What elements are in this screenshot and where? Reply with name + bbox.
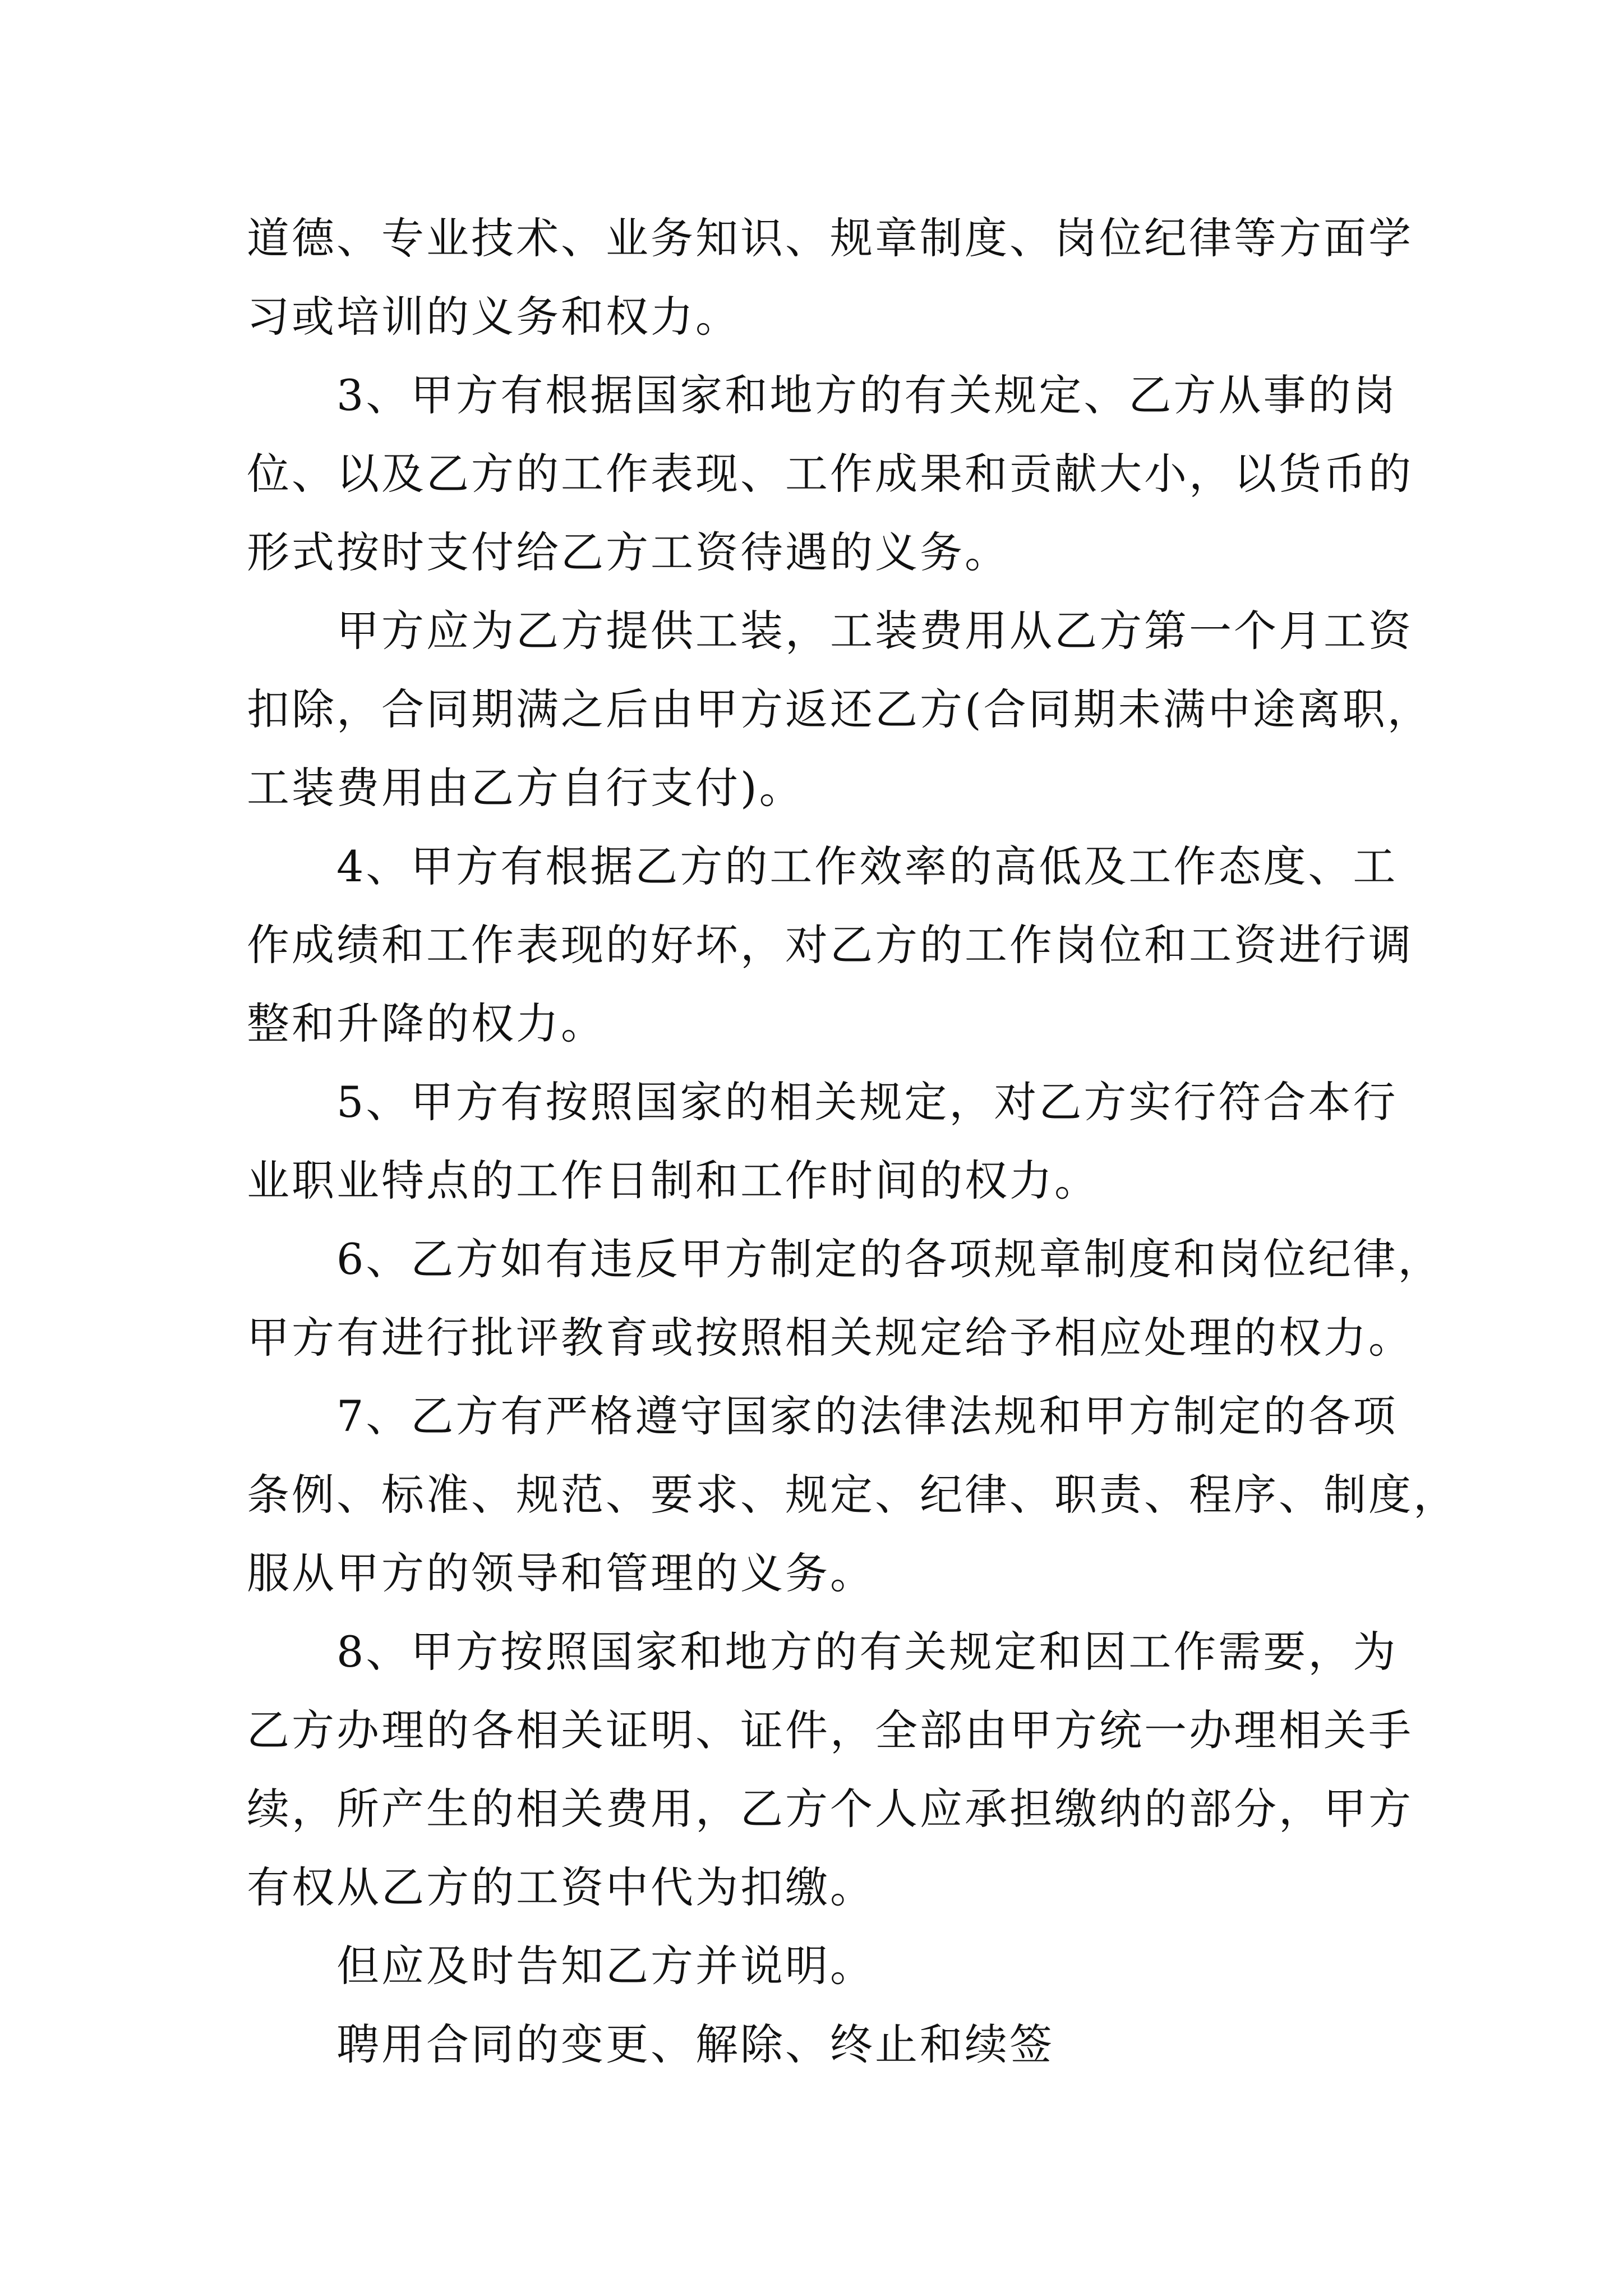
text-line: 4、甲方有根据乙方的工作效率的高低及工作态度、工 [336, 841, 1398, 891]
text-line: 形式按时支付给乙方工资待遇的义务。 [247, 527, 1009, 577]
text-line: 6、乙方如有违反甲方制定的各项规章制度和岗位纪律， [336, 1234, 1443, 1284]
text-line: 7、乙方有严格遵守国家的法律法规和甲方制定的各项 [336, 1391, 1398, 1441]
text-line: 条例、标准、规范、要求、规定、纪律、职责、程序、制度， [247, 1470, 1458, 1520]
text-line: 扣除，合同期满之后由甲方返还乙方(合同期未满中途离职， [247, 684, 1432, 734]
text-line: 服从甲方的领导和管理的义务。 [247, 1548, 875, 1598]
text-line: 业职业特点的工作日制和工作时间的权力。 [247, 1156, 1099, 1205]
text-line: 整和升降的权力。 [247, 999, 606, 1048]
text-line: 位、以及乙方的工作表现、工作成果和贡献大小，以货币的 [247, 449, 1413, 499]
text-line: 5、甲方有按照国家的相关规定，对乙方实行符合本行 [336, 1077, 1398, 1127]
text-line: 习或培训的义务和权力。 [247, 292, 740, 342]
text-line: 道德、专业技术、业务知识、规章制度、岗位纪律等方面学 [247, 213, 1413, 263]
text-line: 乙方办理的各相关证明、证件，全部由甲方统一办理相关手 [247, 1705, 1413, 1755]
text-line: 续，所产生的相关费用，乙方个人应承担缴纳的部分，甲方 [247, 1784, 1413, 1834]
section-heading: 聘用合同的变更、解除、终止和续签 [336, 2019, 1054, 2069]
text-line: 但应及时告知乙方并说明。 [336, 1941, 875, 1991]
text-line: 有权从乙方的工资中代为扣缴。 [247, 1862, 875, 1912]
text-line: 作成绩和工作表现的好坏，对乙方的工作岗位和工资进行调 [247, 920, 1413, 970]
text-line: 甲方有进行批评教育或按照相关规定给予相应处理的权力。 [247, 1313, 1413, 1363]
text-line: 8、甲方按照国家和地方的有关规定和因工作需要，为 [336, 1627, 1398, 1677]
text-line: 工装费用由乙方自行支付)。 [247, 763, 804, 813]
text-line: 甲方应为乙方提供工装，工装费用从乙方第一个月工资 [336, 606, 1413, 656]
text-line: 3、甲方有根据国家和地方的有关规定、乙方从事的岗 [336, 370, 1398, 420]
